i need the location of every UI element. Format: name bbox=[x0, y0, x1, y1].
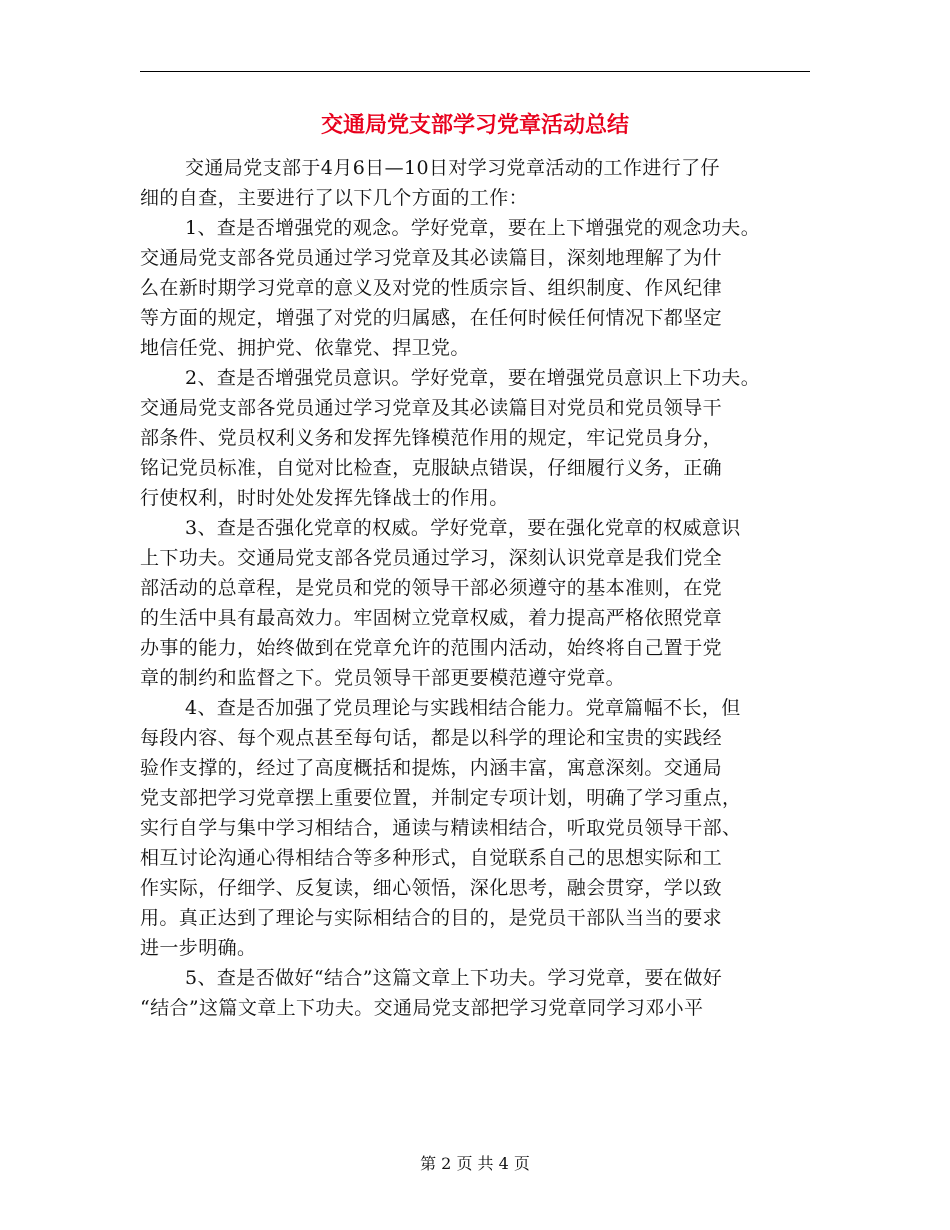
text-line: 部活动的总章程，是党员和党的领导干部必须遵守的基本准则，在党 bbox=[140, 577, 723, 599]
text-line: 上下功夫。交通局党支部各党员通过学习，深刻认识党章是我们党全 bbox=[140, 547, 723, 569]
text-line: 章的制约和监督之下。党员领导干部更要模范遵守党章。 bbox=[140, 667, 626, 689]
text-line: 进一步明确。 bbox=[140, 937, 257, 959]
text-line: 1、查是否增强党的观念。学好党章，要在上下增强党的观念功夫。 bbox=[185, 217, 761, 239]
text-line: 铭记党员标准，自觉对比检查，克服缺点错误，仔细履行义务，正确 bbox=[140, 457, 723, 479]
text-line: 用。真正达到了理论与实际相结合的目的，是党员干部队当当的要求 bbox=[140, 907, 723, 929]
header-rule bbox=[140, 71, 810, 72]
text-line: 每段内容、每个观点甚至每句话，都是以科学的理论和宝贵的实践经 bbox=[140, 727, 723, 749]
text-line: 办事的能力，始终做到在党章允许的范围内活动，始终将自己置于党 bbox=[140, 637, 723, 659]
text-line: 地信任党、拥护党、依靠党、捍卫党。 bbox=[140, 337, 470, 359]
text-line: “结合”这篇文章上下功夫。交通局党支部把学习党章同学习邓小平 bbox=[140, 997, 704, 1019]
text-line: 等方面的规定，增强了对党的归属感，在任何时候任何情况下都坚定 bbox=[140, 307, 723, 329]
text-line: 行使权利，时时处处发挥先锋战士的作用。 bbox=[140, 487, 509, 509]
text-line: 交通局党支部于4月6日—10日对学习党章活动的工作进行了仔 bbox=[185, 157, 720, 179]
text-line: 细的自查，主要进行了以下几个方面的工作： bbox=[140, 187, 529, 209]
text-line: 5、查是否做好“结合”这篇文章上下功夫。学习党章，要在做好 bbox=[185, 967, 723, 989]
document-body bbox=[140, 153, 830, 1023]
text-line: 3、查是否强化党章的权威。学好党章，要在强化党章的权威意识 bbox=[185, 517, 741, 539]
document-title: 交通局党支部学习党章活动总结 bbox=[320, 112, 629, 138]
text-line: 的生活中具有最高效力。牢固树立党章权威，着力提高严格依照党章 bbox=[140, 607, 723, 629]
text-line: 4、查是否加强了党员理论与实践相结合能力。党章篇幅不长，但 bbox=[185, 697, 741, 719]
text-line: 交通局党支部各党员通过学习党章及其必读篇目对党员和党员领导干 bbox=[140, 397, 723, 419]
page-number: 第 2 页 共 4 页 bbox=[420, 1154, 530, 1173]
text-line: 验作支撑的，经过了高度概括和提炼，内涵丰富，寓意深刻。交通局 bbox=[140, 757, 723, 779]
text-line: 交通局党支部各党员通过学习党章及其必读篇目，深刻地理解了为什 bbox=[140, 247, 723, 269]
text-line: 2、查是否增强党员意识。学好党章，要在增强党员意识上下功夫。 bbox=[185, 367, 761, 389]
text-line: 实行自学与集中学习相结合，通读与精读相结合，听取党员领导干部、 bbox=[140, 817, 742, 839]
text-line: 部条件、党员权利义务和发挥先锋模范作用的规定，牢记党员身分， bbox=[140, 427, 723, 449]
text-line: 相互讨论沟通心得相结合等多种形式，自觉联系自己的思想实际和工 bbox=[140, 847, 723, 869]
text-line: 么在新时期学习党章的意义及对党的性质宗旨、组织制度、作风纪律 bbox=[140, 277, 723, 299]
text-line: 党支部把学习党章摆上重要位置，并制定专项计划，明确了学习重点， bbox=[140, 787, 742, 809]
text-line: 作实际，仔细学、反复读，细心领悟，深化思考，融会贯穿，学以致 bbox=[140, 877, 723, 899]
